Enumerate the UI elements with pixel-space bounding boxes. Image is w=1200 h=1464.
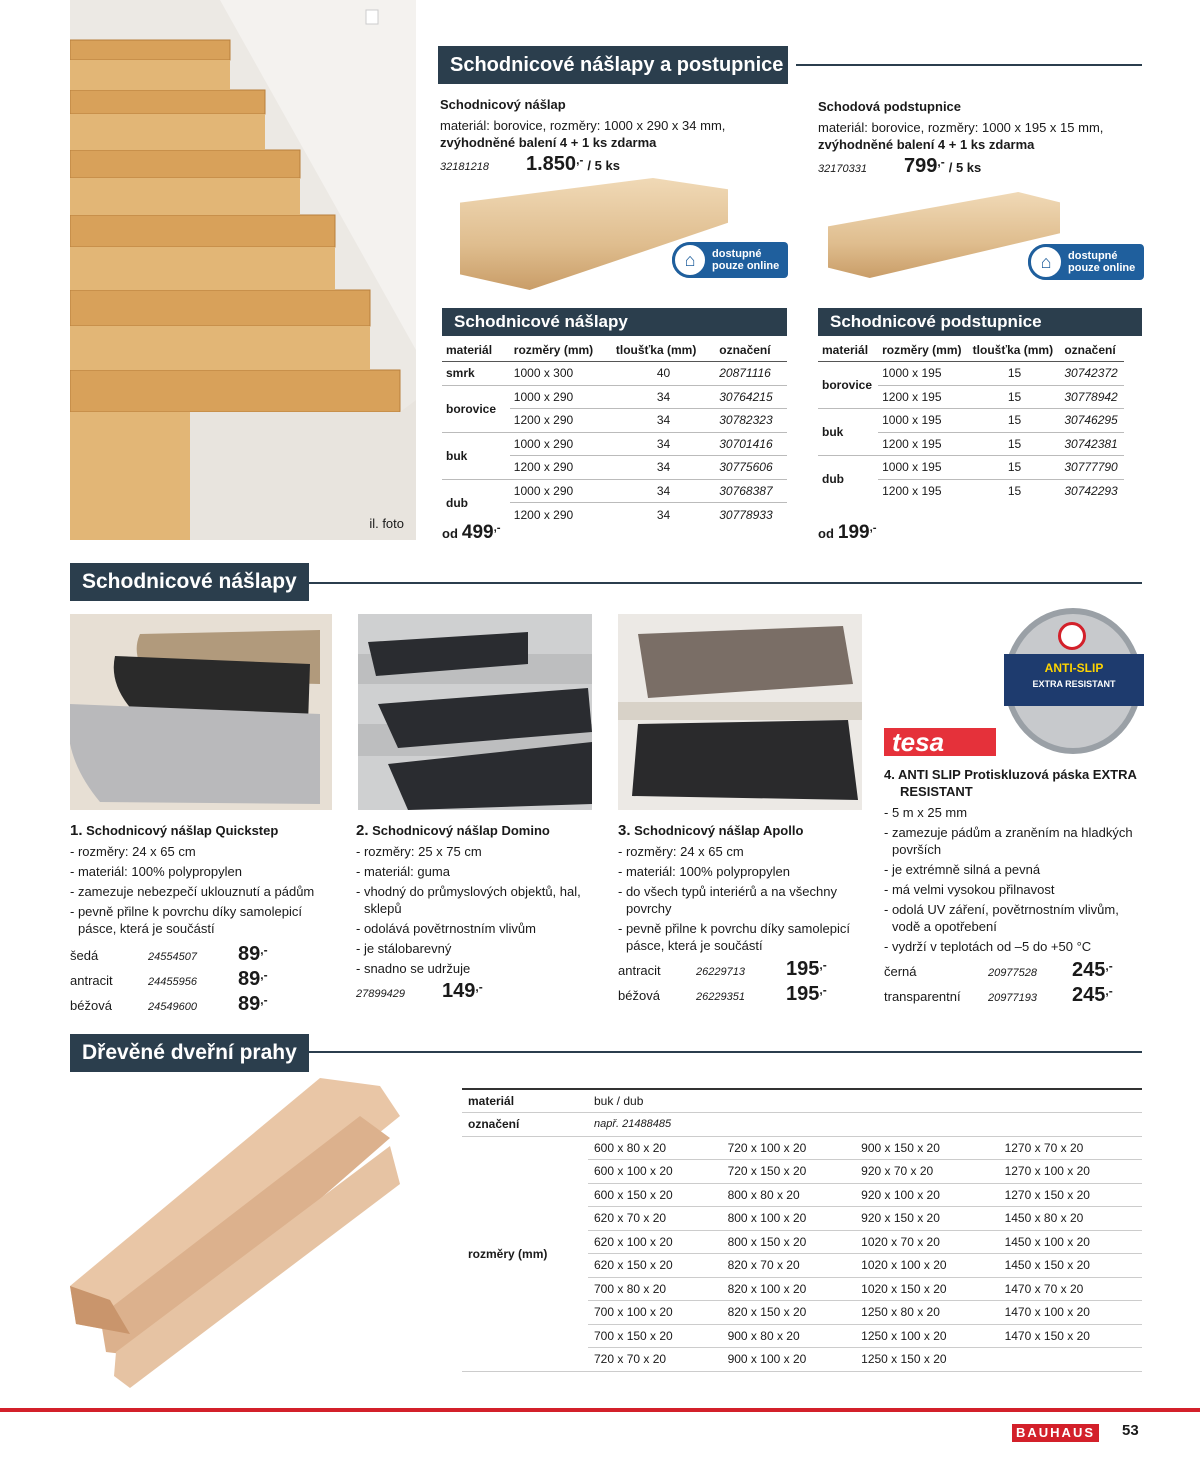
code-cell: 30764215 — [715, 385, 787, 409]
product-num: 4. — [884, 767, 895, 782]
variant-price: 149,- — [442, 980, 483, 1002]
from-label: od — [442, 526, 458, 541]
product-bullet: - 5 m x 25 mm — [884, 805, 968, 820]
dim-cell: 1000 x 290 — [510, 385, 612, 409]
dim-cell: 820 x 150 x 20 — [722, 1301, 856, 1325]
product-title — [618, 822, 862, 839]
table-row — [462, 1136, 1142, 1160]
dim-cell: 1470 x 150 x 20 — [999, 1324, 1142, 1348]
section3-rule — [308, 1051, 1142, 1053]
product-bullet: - vhodný do průmyslových objektů, hal, sklepů — [356, 884, 581, 916]
podstupnice-table — [818, 338, 1124, 503]
variant-row — [356, 980, 592, 1005]
variant-code: 24549600 — [148, 1001, 197, 1013]
table-row — [442, 432, 787, 456]
thickness-cell: 34 — [612, 479, 715, 503]
table-row — [818, 456, 1124, 480]
material-value: buk / dub — [588, 1089, 1142, 1113]
code-cell: 30701416 — [715, 432, 787, 456]
dim-cell: 900 x 150 x 20 — [855, 1136, 998, 1160]
prahy-table — [462, 1088, 1142, 1372]
material-cell: buk — [442, 432, 510, 479]
cart-icon: ⌂ — [672, 242, 708, 278]
section-title-text: Dřevěné dveřní prahy — [82, 1041, 297, 1064]
product-name: Schodnicový nášlap Apollo — [634, 823, 804, 838]
variant-code: 27899429 — [356, 988, 405, 1000]
from-price — [442, 522, 501, 544]
dim-cell: 1450 x 100 x 20 — [999, 1230, 1142, 1254]
dim-cell: 920 x 100 x 20 — [855, 1183, 998, 1207]
variant-price: 89,- — [238, 968, 268, 990]
material-cell: buk — [818, 409, 878, 456]
product-bullet: - zamezuje nebezpečí uklouznutí a pádům — [70, 884, 315, 899]
col-header: materiál — [442, 338, 510, 362]
product-card-1 — [70, 822, 332, 1018]
variant-color: transparentní — [884, 989, 961, 1004]
product-bullet: - má velmi vysokou přilnavost — [884, 882, 1055, 897]
thickness-cell: 34 — [612, 432, 715, 456]
variant-color: černá — [884, 964, 917, 979]
code-cell: 30742293 — [1064, 484, 1118, 498]
price-value: 499 — [461, 522, 494, 543]
product-title — [70, 822, 332, 839]
stair-illustration — [70, 0, 416, 540]
threshold-photo — [70, 1076, 410, 1388]
price-value: 199 — [837, 522, 870, 543]
code-cell: 30778942 — [1060, 385, 1124, 409]
variant-code: 26229713 — [696, 966, 745, 978]
section2-rule — [300, 582, 1142, 584]
variant-row — [618, 983, 862, 1008]
product-num: 1. — [70, 822, 83, 839]
thickness-cell: 34 — [656, 507, 671, 522]
price-value: 799 — [904, 155, 938, 177]
col-header: označení — [1060, 338, 1124, 362]
badge-line1: dostupné — [712, 248, 762, 260]
tape-roll — [1004, 608, 1142, 754]
product-bullet: - odolá UV záření, povětrnostním vlivům, vodě a opotřebení — [884, 902, 1119, 934]
table-row — [818, 409, 1124, 433]
table-row — [818, 362, 1124, 386]
dim-cell: 1200 x 195 — [878, 432, 969, 456]
dim-cell: 1000 x 195 — [878, 409, 969, 433]
variant-color: šedá — [70, 948, 99, 963]
from-price-value: 199,- — [837, 522, 877, 543]
table-header-row — [818, 338, 1124, 362]
apollo-illustration — [618, 614, 862, 810]
material-cell: dub — [822, 472, 844, 487]
product-bullet: - rozměry: 24 x 65 cm — [70, 844, 196, 859]
thickness-cell: 15 — [969, 362, 1061, 386]
page-number-text: 53 — [1122, 1422, 1139, 1439]
dim-cell: 1200 x 195 — [878, 385, 969, 409]
variant-code: 20977528 — [988, 967, 1037, 979]
product-price: 799,- — [904, 155, 945, 177]
table-row — [462, 1113, 1142, 1137]
material-cell: borovice — [818, 362, 878, 409]
product-bullet: - rozměry: 25 x 75 cm — [356, 844, 482, 859]
product-bullet: - materiál: 100% polypropylen — [618, 864, 790, 879]
dim-cell: 800 x 100 x 20 — [722, 1207, 856, 1231]
code-cell: 30782323 — [715, 409, 787, 433]
thickness-cell: 40 — [612, 362, 715, 386]
row-label: materiál — [462, 1089, 588, 1113]
thickness-cell: 15 — [969, 385, 1061, 409]
tesa-logo-text: tesa — [892, 727, 945, 757]
row-label: označení — [462, 1113, 588, 1137]
badge-line1: dostupné — [1068, 250, 1118, 262]
thickness-cell: 34 — [612, 409, 715, 433]
from-label: od — [818, 526, 834, 541]
col-header: rozměry (mm) — [878, 338, 969, 362]
dim-cell: 620 x 70 x 20 — [588, 1207, 722, 1231]
page-number — [1122, 1422, 1139, 1439]
dim-cell: 1200 x 290 — [513, 507, 574, 522]
product-offer: zvýhodněné balení 4 + 1 ks zdarma — [440, 135, 657, 150]
dim-cell: 700 x 150 x 20 — [588, 1324, 722, 1348]
dim-cell: 1450 x 150 x 20 — [999, 1254, 1142, 1278]
dim-cell: 920 x 150 x 20 — [855, 1207, 998, 1231]
product-name: ANTI SLIP Protiskluzová páska EXTRA RESISTANT — [897, 767, 1137, 799]
dim-cell: 920 x 70 x 20 — [855, 1160, 998, 1184]
row-label: rozměry (mm) — [462, 1136, 588, 1371]
code-cell: 30777790 — [1060, 456, 1124, 480]
dim-cell: 1270 x 100 x 20 — [999, 1160, 1142, 1184]
dim-cell: 1020 x 100 x 20 — [855, 1254, 998, 1278]
col-header: tloušťka (mm) — [612, 338, 715, 362]
price-value: 89 — [238, 943, 261, 965]
code-value: např. 21488485 — [588, 1113, 1142, 1137]
dim-cell: 1450 x 80 x 20 — [999, 1207, 1142, 1231]
price-value: 89 — [238, 968, 261, 990]
page-title — [438, 46, 788, 84]
naslapy-table — [442, 338, 787, 526]
price-value: 195 — [786, 958, 820, 980]
thickness-cell: 34 — [612, 456, 715, 480]
dim-cell: 1200 x 290 — [510, 456, 612, 480]
product-card-4 — [884, 766, 1142, 1009]
product-bullet: - do všech typů interiérů a na všechny povrchy — [618, 884, 837, 916]
code-cell: 30746295 — [1060, 409, 1124, 433]
dim-cell: 800 x 150 x 20 — [722, 1230, 856, 1254]
variant-color: antracit — [70, 973, 113, 988]
dim-cell: 1470 x 70 x 20 — [999, 1277, 1142, 1301]
tape-label-text: ANTI-SLIP — [1044, 661, 1104, 675]
tape-label — [1004, 654, 1144, 706]
thickness-cell: 15 — [969, 409, 1061, 433]
dim-cell: 700 x 100 x 20 — [588, 1301, 722, 1325]
code-cell: 30742372 — [1060, 362, 1124, 386]
cart-icon: ⌂ — [1028, 244, 1064, 280]
variant-row — [884, 959, 1142, 984]
product-price: 1.850,- — [526, 153, 584, 175]
product-unit: / 5 ks — [948, 160, 982, 175]
variant-price: 89,- — [238, 993, 268, 1015]
tesa-logo — [884, 728, 996, 756]
product-title — [356, 822, 592, 839]
header-rule — [796, 64, 1142, 66]
dim-cell: 620 x 150 x 20 — [588, 1254, 722, 1278]
dim-cell: 1200 x 195 — [882, 484, 942, 498]
product-bullet: - pevně přilne k povrchu díky samolepicí páscе, která je součástí — [70, 904, 302, 936]
code-cell: 30778933 — [719, 507, 773, 522]
thickness-cell: 34 — [612, 385, 715, 409]
dim-cell: 1250 x 150 x 20 — [855, 1348, 998, 1372]
variant-price: 195,- — [786, 983, 827, 1005]
dim-cell: 700 x 80 x 20 — [588, 1277, 722, 1301]
product-bullet: - je stálobarevný — [356, 941, 452, 956]
col-header: označení — [715, 338, 787, 362]
variant-color: béžová — [618, 988, 660, 1003]
badge-line2: pouze online — [1068, 262, 1136, 274]
dim-cell: 600 x 100 x 20 — [588, 1160, 722, 1184]
variant-code: 24554507 — [148, 951, 197, 963]
brand-text: BAUHAUS — [1016, 1425, 1095, 1440]
no-slip-icon — [1058, 622, 1086, 650]
dim-cell: 820 x 100 x 20 — [722, 1277, 856, 1301]
code-cell: 20871116 — [715, 362, 787, 386]
code-cell: 30742381 — [1060, 432, 1124, 456]
product-name: Schodnicový nášlap Quickstep — [86, 823, 279, 838]
dim-cell: 900 x 80 x 20 — [722, 1324, 856, 1348]
product-naslap — [440, 96, 800, 176]
bauhaus-logo — [1012, 1424, 1099, 1442]
product-podstupnice — [818, 98, 1148, 178]
dim-cell: 720 x 150 x 20 — [722, 1160, 856, 1184]
online-badge — [672, 242, 788, 278]
product-name: Schodnicový nášlap Domino — [372, 823, 550, 838]
dim-cell: 1000 x 290 — [510, 479, 612, 503]
quickstep-illustration — [70, 614, 332, 810]
variant-code: 24455956 — [148, 976, 197, 988]
photo-caption: il. foto — [369, 516, 404, 531]
table-podstupnice-title — [818, 308, 1142, 336]
section-title-text: Schodnicové nášlapy — [82, 570, 297, 593]
dim-cell: 600 x 80 x 20 — [588, 1136, 722, 1160]
online-badge — [1028, 244, 1144, 280]
footer-red-rule — [0, 1408, 1200, 1412]
product-card-2 — [356, 822, 592, 1005]
dim-cell: 720 x 70 x 20 — [588, 1348, 722, 1372]
dim-cell: 800 x 80 x 20 — [722, 1183, 856, 1207]
podstupnice-photo — [828, 192, 1060, 278]
quickstep-photo — [70, 614, 332, 810]
price-value: 195 — [786, 983, 820, 1005]
product-name: Schodnicový nášlap — [440, 97, 566, 112]
variant-code: 20977193 — [988, 992, 1037, 1004]
dim-cell: 1020 x 70 x 20 — [855, 1230, 998, 1254]
table-row — [462, 1089, 1142, 1113]
product-bullet: - odolává povětrnostním vlivům — [356, 921, 536, 936]
product-desc: materiál: borovice, rozměry: 1000 x 290 x 34 mm, — [440, 118, 726, 133]
dim-cell: 900 x 100 x 20 — [722, 1348, 856, 1372]
variant-price: 89,- — [238, 943, 268, 965]
dim-cell: 600 x 150 x 20 — [588, 1183, 722, 1207]
variant-code: 26229351 — [696, 991, 745, 1003]
dim-cell: 1000 x 195 — [878, 362, 969, 386]
threshold-illustration — [70, 1076, 410, 1388]
table-row — [442, 479, 787, 503]
dim-cell: 1200 x 290 — [510, 409, 612, 433]
variant-price: 245,- — [1072, 959, 1113, 981]
product-code: 32170331 — [818, 163, 867, 175]
dim-cell: 1270 x 70 x 20 — [999, 1136, 1142, 1160]
material-cell: dub — [446, 495, 468, 510]
dim-cell: 1000 x 300 — [510, 362, 612, 386]
dim-cell: 1250 x 100 x 20 — [855, 1324, 998, 1348]
dim-cell: 820 x 70 x 20 — [722, 1254, 856, 1278]
price-value: 245 — [1072, 984, 1106, 1006]
product-bullet: - je extrémně silná a pevná — [884, 862, 1041, 877]
variant-color: antracit — [618, 963, 661, 978]
code-cell: 30768387 — [715, 479, 787, 503]
dim-cell: 1250 x 80 x 20 — [855, 1301, 998, 1325]
variant-row — [70, 968, 332, 993]
product-bullet: - materiál: guma — [356, 864, 450, 879]
price-value: 245 — [1072, 959, 1106, 981]
product-desc: materiál: borovice, rozměry: 1000 x 195 x 15 mm, — [818, 120, 1104, 135]
from-price — [818, 522, 877, 544]
col-header: materiál — [818, 338, 878, 362]
col-header: tloušťka (mm) — [969, 338, 1061, 362]
dim-cell: 620 x 100 x 20 — [588, 1230, 722, 1254]
from-price-value: 499,- — [461, 522, 501, 543]
table-row — [442, 362, 787, 386]
dim-cell: 720 x 100 x 20 — [722, 1136, 856, 1160]
badge-line2: pouze online — [712, 260, 780, 272]
dim-cell: 1270 x 150 x 20 — [999, 1183, 1142, 1207]
variant-row — [70, 943, 332, 968]
product-bullet: - vydrží v teplotách od –5 do +50 °C — [884, 939, 1092, 954]
price-value: 1.850 — [526, 153, 577, 175]
product-offer: zvýhodněné balení 4 + 1 ks zdarma — [818, 137, 1035, 152]
stair-photo — [70, 0, 416, 540]
page-title-text: Schodnicové nášlapy a postupnice — [450, 53, 784, 76]
dim-cell — [999, 1348, 1142, 1372]
table-title-text: Schodnicové podstupnice — [830, 312, 1042, 331]
thickness-cell: 15 — [969, 432, 1061, 456]
dim-cell: 1000 x 195 — [878, 456, 969, 480]
domino-photo — [358, 614, 592, 810]
price-value: 149 — [442, 980, 476, 1002]
product-bullet: - snadno se udržuje — [356, 961, 471, 976]
product-unit: / 5 ks — [587, 158, 620, 173]
tape-sub-text: EXTRA RESISTANT — [1032, 679, 1116, 689]
variant-price: 245,- — [1072, 984, 1113, 1006]
table-title-text: Schodnicové nášlapy — [454, 312, 628, 331]
product-bullet: - pevně přilne k povrchu díky samolepicí pásce, která je součástí — [618, 921, 850, 953]
product-bullet: - zamezuje pádům a zraněním na hladkých površích — [884, 825, 1133, 857]
dim-cell: 1470 x 100 x 20 — [999, 1301, 1142, 1325]
product-num: 2. — [356, 822, 369, 839]
table-header-row — [442, 338, 787, 362]
variant-row — [70, 993, 332, 1018]
section3-title — [70, 1034, 309, 1072]
material-cell: borovice — [442, 385, 510, 432]
col-header: rozměry (mm) — [510, 338, 612, 362]
code-cell: 30775606 — [715, 456, 787, 480]
product-title — [884, 766, 1142, 800]
variant-price: 195,- — [786, 958, 827, 980]
product-num: 3. — [618, 822, 631, 839]
section2-title — [70, 563, 309, 601]
dim-cell: 1020 x 150 x 20 — [855, 1277, 998, 1301]
product-bullet: - materiál: 100% polypropylen — [70, 864, 242, 879]
product-card-3 — [618, 822, 862, 1008]
product-name: Schodová podstupnice — [818, 99, 962, 114]
product-bullet: - rozměry: 24 x 65 cm — [618, 844, 744, 859]
thickness-cell: 15 — [969, 456, 1061, 480]
material-cell: smrk — [442, 362, 510, 386]
price-value: 89 — [238, 993, 261, 1015]
variant-row — [884, 984, 1142, 1009]
table-naslapy-title — [442, 308, 787, 336]
domino-illustration — [358, 614, 592, 810]
dim-cell: 1000 x 290 — [510, 432, 612, 456]
apollo-photo — [618, 614, 862, 810]
variant-color: béžová — [70, 998, 112, 1013]
variant-row — [618, 958, 862, 983]
thickness-cell: 15 — [1007, 484, 1022, 498]
table-row — [442, 385, 787, 409]
product-code: 32181218 — [440, 161, 489, 173]
